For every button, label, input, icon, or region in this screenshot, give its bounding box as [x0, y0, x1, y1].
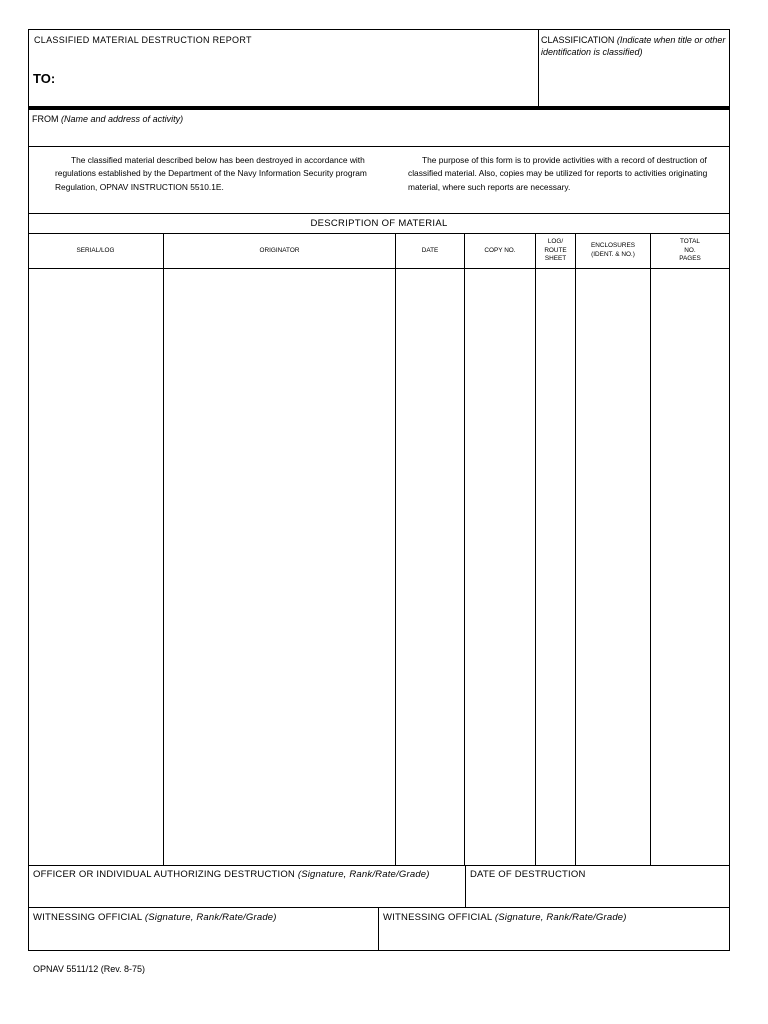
witness-official-1-field[interactable]: [33, 912, 277, 923]
from-field[interactable]: [32, 114, 183, 124]
from-note: (Name and address of activity): [61, 114, 184, 124]
authorizing-label: OFFICER OR INDIVIDUAL AUTHORIZING DESTRUCTION: [33, 869, 295, 880]
header-thick-rule: [28, 106, 730, 110]
description-title: DESCRIPTION OF MATERIAL: [310, 218, 448, 229]
col-header-copy-no: COPY NO.: [484, 246, 516, 254]
col-header-serial-log: SERIAL/LOG: [76, 246, 115, 254]
col-header-date: DATE: [421, 246, 439, 254]
form-number: OPNAV 5511/12 (Rev. 8-75): [33, 964, 146, 974]
witness-divider: [378, 907, 379, 951]
classification-label: CLASSIFICATION: [541, 35, 615, 45]
classification-divider: [538, 29, 539, 107]
authorizing-official-field[interactable]: [33, 869, 430, 880]
witness-top-rule: [28, 907, 730, 908]
classification-note: (Indicate when title or other identification is classified): [541, 35, 726, 57]
statement-right: The purpose of this form is to provide activities with a record of destruction of classified material. Also, copies may be utilized for reports to activities originating material, where such reports are necessary.: [408, 155, 708, 192]
to-label: TO:: [33, 71, 56, 86]
statement-left: The classified material described below has been destroyed in accordance with regulations established by the Department of the Navy Information Security program Regulation, OPNAV INSTRUCTION 5510.1E.: [55, 155, 367, 192]
authorizing-note: (Signature, Rank/Rate/Grade): [297, 869, 430, 880]
col-header-enclosures: ENCLOSURES (IDENT. & NO.): [590, 242, 636, 258]
statement-bottom-rule: [28, 213, 730, 214]
signature-top-rule: [28, 865, 730, 866]
signature-divider-1: [465, 865, 466, 907]
form-title: CLASSIFIED MATERIAL DESTRUCTION REPORT: [34, 35, 252, 45]
col-header-total-pages: TOTAL NO. PAGES: [679, 238, 701, 263]
witness2-note: (Signature, Rank/Rate/Grade): [494, 912, 627, 923]
witness-official-2-field[interactable]: [383, 912, 627, 923]
from-bottom-rule: [28, 146, 730, 147]
classification-field[interactable]: [541, 35, 729, 58]
col-header-log-route-sheet: LOG/ ROUTE SHEET: [544, 238, 567, 263]
col-header-originator: ORIGINATOR: [259, 246, 300, 254]
from-label: FROM: [32, 114, 59, 124]
witness1-note: (Signature, Rank/Rate/Grade): [144, 912, 277, 923]
date-of-destruction-label: DATE OF DESTRUCTION: [470, 869, 586, 880]
witness1-label: WITNESSING OFFICIAL: [33, 912, 143, 923]
witness2-label: WITNESSING OFFICIAL: [383, 912, 493, 923]
date-of-destruction-field[interactable]: [470, 869, 586, 880]
material-table-body[interactable]: [28, 269, 730, 865]
